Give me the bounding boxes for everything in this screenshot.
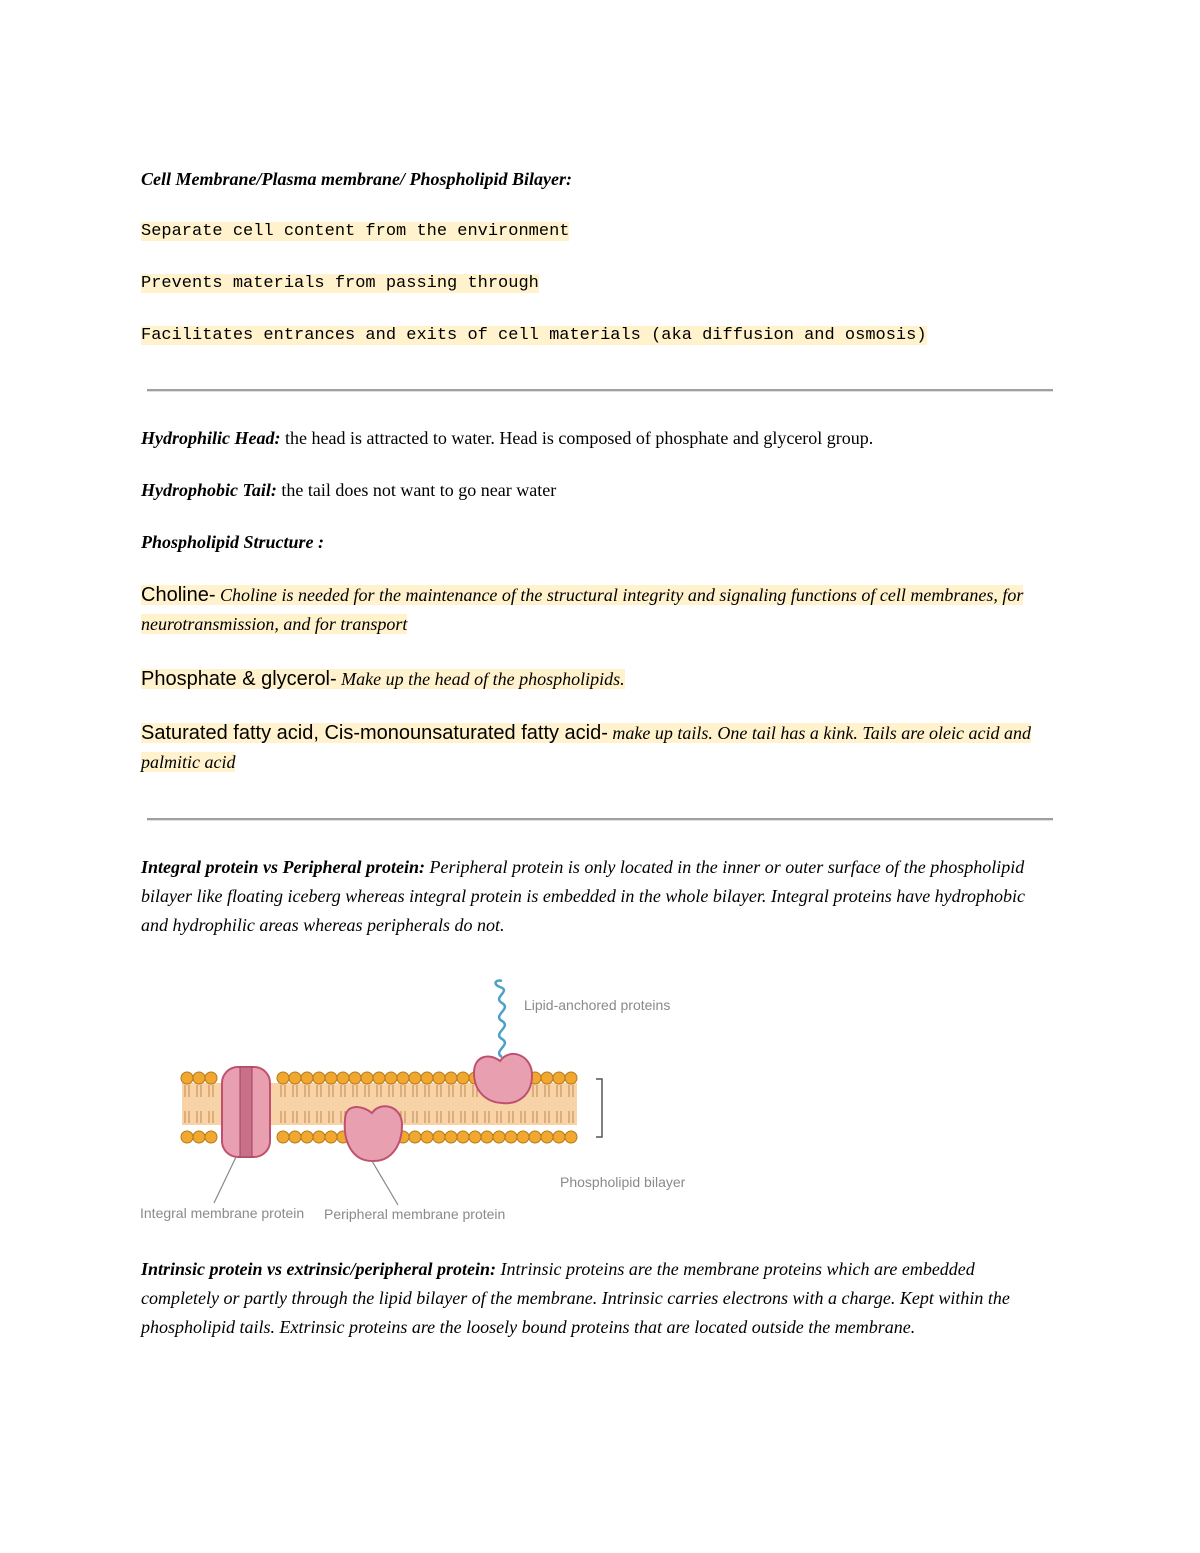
membrane-line-1-text: Separate cell content from the environment <box>141 222 570 241</box>
lipid-head <box>541 1131 553 1143</box>
fatty-desc: make up tails. One tail has a kink. Tails are oleic acid and palmitic acid <box>141 723 1032 772</box>
lipid-head <box>505 1131 517 1143</box>
lipid-head <box>445 1131 457 1143</box>
lipid-head <box>469 1131 481 1143</box>
lipid-head <box>457 1131 469 1143</box>
lipid-head <box>205 1131 217 1143</box>
helix-icon <box>496 981 505 1057</box>
lipid-head <box>409 1072 421 1084</box>
lipid-head <box>301 1131 313 1143</box>
hydrophobic-label: Hydrophobic Tail: <box>141 480 277 500</box>
membrane-line-3-text: Facilitates entrances and exits of cell materials (aka diffusion and osmosis) <box>141 326 927 345</box>
integral-label: Integral protein vs Peripheral protein: <box>141 857 426 877</box>
fatty-term: Saturated fatty acid, Cis-monounsaturated fatty acid- <box>141 722 608 744</box>
lipid-head <box>421 1131 433 1143</box>
lipid-head <box>277 1072 289 1084</box>
lipid-head <box>289 1131 301 1143</box>
lipid-head <box>445 1072 457 1084</box>
lipid-head <box>553 1072 565 1084</box>
intrinsic-paragraph <box>141 1255 1053 1342</box>
lipid-head <box>541 1072 553 1084</box>
lipid-head <box>553 1131 565 1143</box>
lipid-head <box>205 1072 217 1084</box>
structure-heading: Phospholipid Structure : <box>141 532 325 552</box>
hydrophobic-paragraph <box>141 476 1053 505</box>
lipid-head <box>301 1072 313 1084</box>
lipid-head <box>565 1131 577 1143</box>
lipid-head <box>493 1131 505 1143</box>
integral-leader <box>214 1157 236 1203</box>
fatty-acid-paragraph <box>141 719 1053 777</box>
hydrophobic-text: the tail does not want to go near water <box>276 480 557 500</box>
lipid-head <box>313 1131 325 1143</box>
bilayer-label: Phospholipid bilayer <box>560 1174 686 1190</box>
integral-membrane-label: Integral membrane protein <box>140 1205 305 1221</box>
lipid-head <box>289 1072 301 1084</box>
lipid-head <box>181 1131 193 1143</box>
lipid-head <box>337 1072 349 1084</box>
phosphate-term: Phosphate & glycerol- <box>141 668 337 690</box>
choline-paragraph <box>141 581 1053 639</box>
lipid-head <box>517 1131 529 1143</box>
intrinsic-text: Intrinsic proteins are the membrane proteins which are embedded completely or partly through the lipid bilayer of the membrane. Intrinsic carries electrons with a charge. Kept within the phospholipid tails. Extrinsic proteins are the loosely bound proteins that are located outside the membrane. <box>141 1259 1010 1337</box>
hydrophilic-text: the head is attracted to water. Head is composed of phosphate and glycerol group. <box>280 428 874 448</box>
lipid-head <box>277 1131 289 1143</box>
integral-text: Peripheral protein is only located in the inner or outer surface of the phospholipid bilayer like floating iceberg whereas integral protein is embedded in the whole bilayer. Integral proteins have hydrophobic and hydrophilic areas whereas peripherals do not. <box>141 857 1025 935</box>
peripheral-membrane-label: Peripheral membrane protein <box>324 1206 506 1222</box>
lipid-head <box>349 1072 361 1084</box>
lipid-head <box>421 1072 433 1084</box>
lipid-head <box>457 1072 469 1084</box>
lipid-head <box>565 1072 577 1084</box>
integral-protein <box>222 1067 270 1157</box>
lipid-anchored-label: Lipid-anchored proteins <box>524 997 671 1013</box>
lipid-head <box>325 1131 337 1143</box>
lipid-head <box>409 1131 421 1143</box>
phosphate-desc: Make up the head of the phospholipids. <box>336 669 625 689</box>
lipid-head <box>397 1072 409 1084</box>
lipid-head <box>433 1131 445 1143</box>
lipid-head <box>361 1072 373 1084</box>
choline-term: Choline- <box>141 584 216 606</box>
intrinsic-label: Intrinsic protein vs extrinsic/peripheral protein: <box>141 1259 497 1279</box>
integral-paragraph <box>141 853 1053 940</box>
lipid-head <box>181 1072 193 1084</box>
lipid-head <box>313 1072 325 1084</box>
lipid-head <box>481 1131 493 1143</box>
lipid-head <box>373 1072 385 1084</box>
lipid-head <box>325 1072 337 1084</box>
membrane-line-2 <box>141 269 1053 298</box>
membrane-diagram <box>140 975 720 1225</box>
hydrophilic-label: Hydrophilic Head: <box>141 428 281 448</box>
membrane-line-3 <box>141 321 1053 350</box>
lipid-head <box>433 1072 445 1084</box>
choline-desc: Choline is needed for the maintenance of the structural integrity and signaling functions of cell membranes, for neurotransmission, and for transport <box>141 585 1024 634</box>
bilayer-bracket <box>596 1079 602 1137</box>
membrane-line-2-text: Prevents materials from passing through <box>141 274 539 293</box>
lipid-head <box>529 1131 541 1143</box>
lipid-head <box>193 1072 205 1084</box>
membrane-heading: Cell Membrane/Plasma membrane/ Phospholipid Bilayer: <box>141 169 573 189</box>
lipid-head <box>385 1072 397 1084</box>
peripheral-protein <box>345 1106 402 1161</box>
peripheral-leader <box>372 1161 398 1205</box>
phosphate-paragraph <box>141 665 1053 694</box>
lipid-head <box>193 1131 205 1143</box>
divider-1 <box>147 389 1053 392</box>
hydrophilic-paragraph <box>141 424 1053 453</box>
membrane-line-1 <box>141 217 1053 246</box>
divider-2 <box>147 818 1053 821</box>
